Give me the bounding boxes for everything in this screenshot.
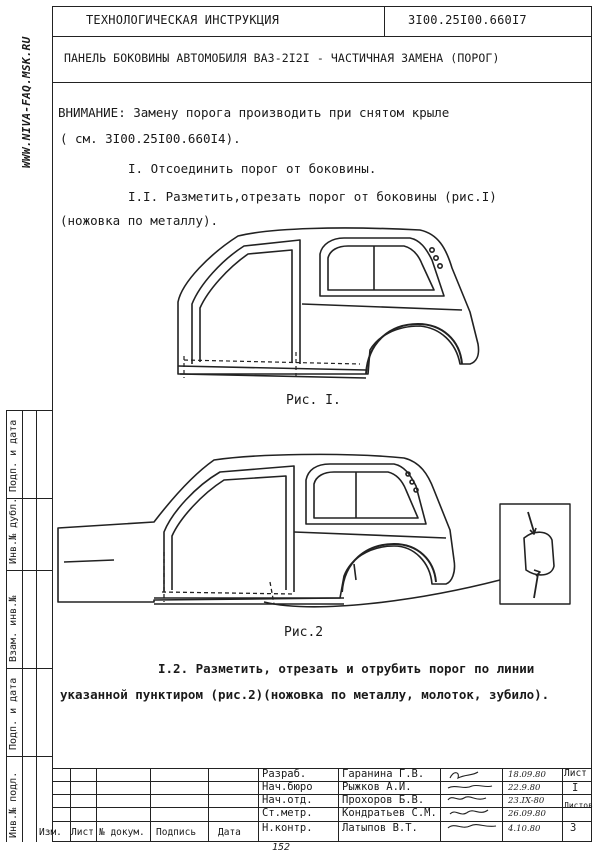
side-cell-sep-4 (6, 756, 52, 757)
stamp-date-3: 23.IX-80 (508, 796, 545, 806)
header-vdivider (384, 6, 385, 36)
sheets-label: Листов (564, 801, 593, 810)
figure-1-caption: Рис. I. (286, 393, 341, 408)
doc-type: ТЕХНОЛОГИЧЕСКАЯ ИНСТРУКЦИЯ (86, 13, 280, 27)
step-1-1-line-1: I.I. Разметить,отрезать порог от боковины (рис.I) (128, 189, 497, 204)
stamp-label-ndoc: № докум. (99, 827, 145, 838)
side-cell-sep-2 (6, 570, 52, 571)
stamp-col-signature (440, 768, 441, 842)
side-block-border (22, 410, 23, 842)
side-sign-date-1: Подп. и дата (8, 419, 19, 492)
stamp-col-sheet (562, 768, 563, 842)
side-block-left (6, 410, 7, 842)
stamp-role-1: Разраб. (262, 768, 307, 780)
warning-line-2: ( см. 3I00.25I00.660I4). (60, 131, 241, 146)
stamp-col-date (258, 768, 259, 842)
step-1-2-line-2: указанной пунктиром (рис.2)(ножовка по металлу, молоток, зубило). (60, 687, 550, 702)
stamp-role-5: Н.контр. (262, 822, 313, 834)
side-replace-inv: Взам. инв.№ (8, 595, 19, 662)
stamp-role-4: Ст.метр. (262, 807, 313, 819)
side-orig-inv: Инв.№ подл. (8, 771, 19, 838)
side-block-top (6, 410, 52, 411)
stamp-role-2: Нач.бюро (262, 781, 313, 793)
step-1-1-line-2: (ножовка по металлу). (60, 213, 219, 228)
side-block-divider (36, 410, 37, 842)
stamp-label-sign: Подпись (156, 827, 197, 838)
side-sign-date-2: Подп. и дата (8, 677, 19, 750)
stamp-date-2: 22.9.80 (508, 783, 541, 793)
stamp-role-3: Нач.отд. (262, 794, 313, 806)
stamp-label-date: Дата (218, 827, 241, 838)
sheet-label: Лист (564, 768, 587, 779)
side-dup-inv: Инв.№ дубл. (8, 497, 19, 564)
stamp-row-2 (52, 794, 592, 795)
sheets-value: 3 (570, 822, 577, 834)
step-1-2-line-1: I.2. Разметить, отрезать и отрубить порог по линии (158, 661, 535, 676)
stamp-date-5: 4.10.80 (508, 824, 541, 834)
stamp-name-1: Гаранина Г.В. (342, 768, 425, 780)
stamp-label-izm: Изм. (39, 827, 62, 838)
stamp-col-list (96, 768, 97, 842)
stamp-row-1 (52, 781, 592, 782)
stamp-label-list: Лист (71, 827, 94, 838)
figure-2-drawing (54, 452, 574, 624)
signatures-drawing (442, 768, 502, 842)
stamp-col-name (338, 768, 339, 842)
side-cell-sep-3 (6, 668, 52, 669)
header-divider (52, 36, 592, 37)
figure-2-caption: Рис.2 (284, 625, 324, 640)
stamp-name-4: Кондратьев С.М. (342, 807, 437, 819)
stamp-col-ndoc (150, 768, 151, 842)
doc-number: 3I00.25I00.660I7 (408, 13, 527, 27)
stamp-name-2: Рыжков А.И. (342, 781, 412, 793)
page-title: ПАНЕЛЬ БОКОВИНЫ АВТОМОБИЛЯ ВАЗ-2I2I - ЧАСТИЧНАЯ ЗАМЕНА (ПОРОГ) (64, 51, 500, 65)
stamp-date-4: 26.09.80 (508, 809, 546, 819)
stamp-row-3 (52, 807, 592, 808)
stamp-row-4 (52, 821, 592, 822)
stamp-name-5: Латыпов В.Т. (342, 822, 418, 834)
stamp-col-sign-date (502, 768, 503, 842)
stamp-name-3: Прохоров Б.В. (342, 794, 425, 806)
page-number: 152 (272, 842, 291, 853)
title-divider (52, 82, 592, 83)
stamp-col-sign (208, 768, 209, 842)
sheet-value: I (572, 782, 579, 794)
step-1: I. Отсоединить порог от боковины. (128, 161, 377, 176)
figure-1-drawing (170, 224, 480, 386)
watermark-text: WWW.NIVA-FAQ.MSK.RU (20, 36, 33, 168)
warning-line-1: ВНИМАНИЕ: Замену порога производить при снятом крыле (58, 105, 450, 120)
stamp-top (52, 768, 592, 769)
stamp-date-1: 18.09.80 (508, 770, 546, 780)
